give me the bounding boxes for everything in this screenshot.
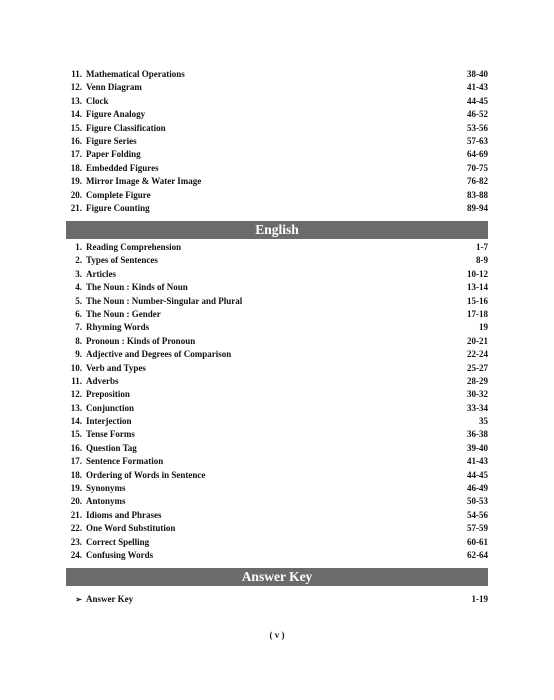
toc-entry-pages: 53-56 xyxy=(467,122,488,133)
toc-entry-pages: 57-63 xyxy=(467,135,488,146)
toc-entry-number: 15. xyxy=(70,429,82,440)
toc-entry-title: Adjective and Degrees of Comparison xyxy=(86,349,232,360)
toc-entry xyxy=(66,68,488,81)
toc-entry xyxy=(66,375,488,388)
toc-entry-title: Paper Folding xyxy=(86,149,141,160)
toc-entry-number: 12. xyxy=(70,389,82,400)
toc-entry-pages: 28-29 xyxy=(467,375,488,386)
toc-entry-pages: 76-82 xyxy=(467,176,488,187)
toc-entry-number: 17. xyxy=(70,149,82,160)
toc-entry-pages: 19 xyxy=(479,322,488,333)
toc-entry xyxy=(66,95,488,108)
toc-entry-title: Complete Figure xyxy=(86,189,151,200)
toc-entry-number: 9. xyxy=(75,349,82,360)
toc-entry-title: Sentence Formation xyxy=(86,456,164,467)
answer-key-row xyxy=(66,593,488,606)
toc-entry-number: 18. xyxy=(70,162,82,173)
toc-entry-title: Tense Forms xyxy=(86,429,135,440)
toc-entry-number: 8. xyxy=(75,335,82,346)
toc-entry xyxy=(66,254,488,267)
toc-entry-number: 11. xyxy=(71,375,82,386)
toc-entry-pages: 1-7 xyxy=(476,242,488,252)
toc-entry-title: One Word Substitution xyxy=(86,523,176,534)
toc-entry xyxy=(66,308,488,321)
toc-entry-number: 2. xyxy=(75,255,82,266)
toc-entry-pages: 83-88 xyxy=(467,189,488,200)
toc-entry-number: 16. xyxy=(70,442,82,453)
toc-entry-pages: 1-19 xyxy=(471,594,488,604)
toc-entry-title: Confusing Words xyxy=(86,549,154,560)
toc-entry-pages: 46-49 xyxy=(467,483,488,494)
toc-entry-title: Types of Sentences xyxy=(86,255,158,266)
toc-entry xyxy=(66,536,488,549)
toc-entry-number: 6. xyxy=(75,308,82,319)
toc-entry-title: Adverbs xyxy=(86,375,119,386)
toc-entry-title: Rhyming Words xyxy=(86,322,150,333)
toc-entry-title: Synonyms xyxy=(86,483,126,494)
toc-entry-title: Question Tag xyxy=(86,442,137,453)
toc-entry xyxy=(66,362,488,375)
toc-list-english xyxy=(66,241,488,562)
toc-entry-number: 16. xyxy=(70,135,82,146)
section-header-answer-key: Answer Key xyxy=(66,568,488,586)
toc-entry-number: 3. xyxy=(75,268,82,279)
toc-entry xyxy=(66,202,488,215)
toc-entry-number: 7. xyxy=(75,322,82,333)
toc-entry xyxy=(66,321,488,334)
toc-entry-pages: 44-45 xyxy=(467,95,488,106)
toc-entry-title: Reading Comprehension xyxy=(86,242,182,252)
toc-entry xyxy=(66,135,488,148)
toc-entry-pages: 20-21 xyxy=(467,335,488,346)
toc-entry-pages: 17-18 xyxy=(467,308,488,319)
toc-entry-title: Conjunction xyxy=(86,402,135,413)
toc-entry-pages: 35 xyxy=(479,416,488,427)
page-number: ( v ) xyxy=(269,630,285,640)
toc-entry-number: 14. xyxy=(70,416,82,427)
toc-entry xyxy=(66,81,488,94)
toc-entry xyxy=(66,455,488,468)
toc-entry-number: 12. xyxy=(70,82,82,93)
toc-entry xyxy=(66,522,488,535)
toc-entry-number: 21. xyxy=(70,202,82,213)
toc-entry-title: The Noun : Number-Singular and Plural xyxy=(86,295,243,306)
toc-entry xyxy=(66,469,488,482)
toc-entry-number: 20. xyxy=(70,189,82,200)
toc-entry-pages: 57-59 xyxy=(467,523,488,534)
toc-entry-pages: 36-38 xyxy=(467,429,488,440)
toc-entry-title: Clock xyxy=(86,95,109,106)
toc-entry-title: Interjection xyxy=(86,416,132,427)
toc-entry xyxy=(66,108,488,121)
toc-entry xyxy=(66,335,488,348)
toc-entry-pages: 41-43 xyxy=(467,456,488,467)
toc-entry-title: Correct Spelling xyxy=(86,536,150,547)
toc-entry-title: Articles xyxy=(86,268,116,279)
toc-entry-pages: 64-69 xyxy=(467,149,488,160)
toc-entry-number: 19. xyxy=(70,176,82,187)
toc-entry-title: Mirror Image & Water Image xyxy=(86,176,202,187)
toc-entry-title: Idioms and Phrases xyxy=(86,509,162,520)
toc-entry-pages: 44-45 xyxy=(467,469,488,480)
toc-entry-pages: 15-16 xyxy=(467,295,488,306)
toc-entry-number: 4. xyxy=(75,282,82,293)
toc-entry-title: Figure Series xyxy=(86,135,137,146)
toc-entry-pages: 46-52 xyxy=(467,109,488,120)
toc-entry-number: 19. xyxy=(70,483,82,494)
toc-entry-pages: 25-27 xyxy=(467,362,488,373)
toc-entry xyxy=(66,175,488,188)
toc-entry-number: 13. xyxy=(70,402,82,413)
toc-entry-title: Embedded Figures xyxy=(86,162,159,173)
toc-entry xyxy=(66,295,488,308)
toc-entry xyxy=(66,388,488,401)
toc-entry-number: 13. xyxy=(70,95,82,106)
toc-entry xyxy=(66,509,488,522)
toc-entry xyxy=(66,482,488,495)
toc-entry-number: 1. xyxy=(75,242,82,252)
toc-entry xyxy=(66,162,488,175)
toc-entry xyxy=(66,122,488,135)
toc-entry xyxy=(66,402,488,415)
toc-entry-number: 17. xyxy=(70,456,82,467)
toc-entry-title: Antonyms xyxy=(86,496,126,507)
toc-entry xyxy=(66,442,488,455)
toc-entry xyxy=(66,495,488,508)
toc-entry-pages: 30-32 xyxy=(467,389,488,400)
toc-entry-pages: 22-24 xyxy=(467,349,488,360)
toc-entry-pages: 33-34 xyxy=(467,402,488,413)
toc-entry-number: 22. xyxy=(70,523,82,534)
toc-entry-pages: 38-40 xyxy=(467,69,488,79)
toc-entry-pages: 60-61 xyxy=(467,536,488,547)
toc-entry xyxy=(66,189,488,202)
toc-entry-number: 5. xyxy=(75,295,82,306)
toc-entry xyxy=(66,148,488,161)
toc-entry-number: 14. xyxy=(70,109,82,120)
toc-entry-pages: 13-14 xyxy=(467,282,488,293)
toc-list-reasoning xyxy=(66,68,488,215)
toc-entry-number: 23. xyxy=(70,536,82,547)
toc-entry-pages: 70-75 xyxy=(467,162,488,173)
toc-entry-number: 15. xyxy=(70,122,82,133)
toc-entry-pages: 54-56 xyxy=(467,509,488,520)
toc-entry xyxy=(66,281,488,294)
toc-entry-title: Answer Key xyxy=(86,594,134,604)
toc-entry-pages: 89-94 xyxy=(467,202,488,213)
toc-entry-title: Figure Classification xyxy=(86,122,166,133)
toc-entry-pages: 50-53 xyxy=(467,496,488,507)
toc-entry-pages: 39-40 xyxy=(467,442,488,453)
toc-entry-title: Verb and Types xyxy=(86,362,146,373)
toc-entry-pages: 10-12 xyxy=(467,268,488,279)
toc-entry-title: Mathematical Operations xyxy=(86,69,185,79)
toc-entry-pages: 62-64 xyxy=(467,549,488,560)
toc-entry-title: Figure Analogy xyxy=(86,109,146,120)
arrow-bullet-icon: ➢ xyxy=(75,595,82,604)
toc-entry xyxy=(66,241,488,254)
toc-entry xyxy=(66,348,488,361)
toc-entry-number: 11. xyxy=(71,69,82,79)
toc-entry xyxy=(66,428,488,441)
toc-entry-title: The Noun : Kinds of Noun xyxy=(86,282,188,293)
section-header-english: English xyxy=(66,221,488,239)
toc-entry-title: Venn Diagram xyxy=(86,82,142,93)
toc-entry-number: 21. xyxy=(70,509,82,520)
toc-entry-number: 10. xyxy=(70,362,82,373)
toc-entry xyxy=(66,268,488,281)
toc-entry xyxy=(66,415,488,428)
toc-entry xyxy=(66,549,488,562)
toc-entry-title: The Noun : Gender xyxy=(86,308,161,319)
toc-entry-number: 24. xyxy=(70,549,82,560)
toc-entry-pages: 41-43 xyxy=(467,82,488,93)
toc-entry-title: Preposition xyxy=(86,389,130,400)
toc-entry-number: 20. xyxy=(70,496,82,507)
toc-entry-pages: 8-9 xyxy=(476,255,488,266)
toc-entry-title: Ordering of Words in Sentence xyxy=(86,469,206,480)
toc-entry-title: Figure Counting xyxy=(86,202,150,213)
toc-entry-title: Pronoun : Kinds of Pronoun xyxy=(86,335,196,346)
toc-entry-number: 18. xyxy=(70,469,82,480)
